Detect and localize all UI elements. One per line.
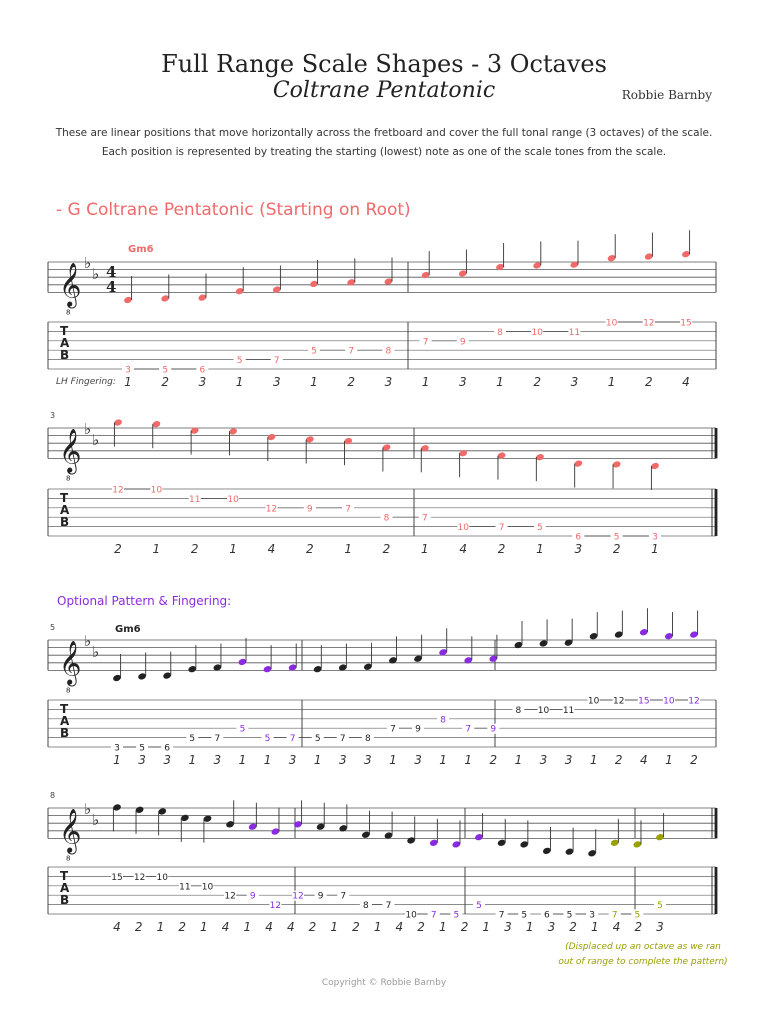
tab-fret-number: 9 bbox=[317, 891, 324, 902]
tab-fret-number: 11 bbox=[562, 705, 575, 716]
lh-finger-number: 1 bbox=[482, 920, 491, 934]
lh-fingering-label: LH Fingering: bbox=[56, 377, 116, 387]
tab-fret-number: 7 bbox=[421, 513, 428, 524]
system-4 bbox=[48, 791, 716, 934]
tab-fret-number: 5 bbox=[566, 910, 573, 921]
lh-finger-number: 2 bbox=[308, 920, 317, 934]
page-subtitle: Coltrane Pentatonic bbox=[272, 78, 496, 103]
tab-fret-number: 7 bbox=[422, 337, 429, 348]
lh-finger-number: 1 bbox=[238, 753, 247, 767]
tab-fret-number: 7 bbox=[498, 523, 505, 534]
tab-fret-number: 8 bbox=[515, 705, 522, 716]
tab-fret-number: 9 bbox=[415, 724, 421, 735]
lh-finger-number: 2 bbox=[190, 542, 199, 556]
tab-fret-number: 7 bbox=[273, 356, 280, 367]
lh-finger-number: 1 bbox=[310, 375, 318, 389]
tab-fret-number: 10 bbox=[201, 882, 214, 893]
flat-icon: ♭ bbox=[84, 420, 92, 438]
tab-fret-number: 7 bbox=[289, 734, 296, 745]
tab-fret-number: 12 bbox=[265, 504, 278, 515]
tab-fret-number: 12 bbox=[269, 901, 282, 912]
lh-finger-number: 1 bbox=[188, 753, 197, 767]
tab-fret-number: 5 bbox=[139, 743, 145, 754]
lh-finger-number: 3 bbox=[272, 375, 281, 389]
octave-mark: 8 bbox=[66, 308, 71, 317]
lh-finger-number: 1 bbox=[591, 920, 599, 934]
lh-finger-number: 1 bbox=[421, 542, 429, 556]
tab-fret-number: 8 bbox=[385, 346, 392, 357]
tab-fret-number: 5 bbox=[239, 724, 246, 735]
tab-fret-number: 9 bbox=[306, 504, 313, 515]
lh-finger-number: 1 bbox=[124, 375, 132, 389]
tab-fret-number: 8 bbox=[383, 513, 390, 524]
lh-finger-number: 2 bbox=[634, 920, 643, 934]
system-number: 8 bbox=[50, 791, 56, 800]
lh-finger-number: 1 bbox=[200, 920, 208, 934]
lh-finger-number: 1 bbox=[156, 920, 165, 934]
lh-finger-number: 1 bbox=[113, 753, 121, 767]
lh-finger-number: 1 bbox=[651, 542, 659, 556]
tab-fret-number: 9 bbox=[459, 337, 466, 348]
lh-finger-number: 1 bbox=[373, 920, 382, 934]
tab-fret-number: 5 bbox=[537, 523, 543, 534]
tab-fret-number: 10 bbox=[663, 696, 675, 707]
tab-fret-number: 11 bbox=[179, 882, 191, 893]
lh-finger-number: 4 bbox=[682, 375, 690, 389]
tab-label: B bbox=[60, 893, 70, 907]
system-number: 3 bbox=[50, 411, 56, 420]
author-name: Robbie Barnby bbox=[621, 88, 712, 102]
flat-icon: ♭ bbox=[84, 800, 92, 818]
section-title: - G Coltrane Pentatonic (Starting on Root) bbox=[56, 200, 411, 220]
tab-fret-number: 6 bbox=[544, 910, 550, 921]
lh-finger-number: 1 bbox=[421, 375, 430, 389]
tab-fret-number: 7 bbox=[390, 724, 396, 735]
lh-finger-number: 2 bbox=[178, 920, 186, 934]
lh-finger-number: 3 bbox=[384, 375, 393, 389]
tab-label: B bbox=[60, 726, 70, 740]
tab-fret-number: 5 bbox=[236, 356, 243, 367]
lh-finger-number: 2 bbox=[352, 920, 360, 934]
tab-fret-number: 10 bbox=[405, 910, 417, 921]
lh-finger-number: 1 bbox=[330, 920, 339, 934]
tab-fret-number: 7 bbox=[385, 901, 392, 912]
lh-finger-number: 1 bbox=[525, 920, 534, 934]
tab-fret-number: 7 bbox=[339, 734, 346, 745]
lh-finger-number: 3 bbox=[213, 753, 222, 767]
flat-icon: ♭ bbox=[92, 811, 100, 829]
lh-finger-number: 1 bbox=[665, 753, 673, 767]
lh-finger-number: 1 bbox=[389, 753, 397, 767]
lh-finger-number: 2 bbox=[347, 375, 356, 389]
tab-fret-number: 12 bbox=[643, 318, 655, 329]
lh-finger-number: 2 bbox=[305, 542, 314, 556]
note-line-2: out of range to complete the pattern) bbox=[558, 957, 728, 967]
octave-mark: 8 bbox=[66, 474, 71, 483]
tab-fret-number: 7 bbox=[340, 891, 347, 902]
tab-fret-number: 5 bbox=[314, 734, 321, 745]
tab-fret-number: 12 bbox=[688, 696, 700, 707]
tab-fret-number: 15 bbox=[680, 318, 692, 329]
optional-pattern-title: Optional Pattern & Fingering: bbox=[57, 594, 232, 608]
lh-finger-number: 1 bbox=[536, 542, 544, 556]
tab-label: B bbox=[60, 515, 70, 529]
lh-finger-number: 2 bbox=[497, 542, 506, 556]
treble-clef-icon: 𝄞 bbox=[59, 808, 82, 853]
lh-finger-number: 4 bbox=[459, 542, 468, 556]
time-signature-top: 4 bbox=[106, 263, 117, 281]
tab-fret-number: 5 bbox=[613, 532, 620, 543]
lh-finger-number: 3 bbox=[539, 753, 548, 767]
tab-fret-number: 5 bbox=[657, 901, 663, 912]
time-signature-bottom: 4 bbox=[106, 278, 117, 296]
tab-label: B bbox=[60, 348, 70, 362]
tab-fret-number: 5 bbox=[476, 901, 482, 912]
lh-finger-number: 3 bbox=[288, 753, 297, 767]
lh-finger-number: 4 bbox=[265, 920, 273, 934]
tab-fret-number: 7 bbox=[214, 734, 221, 745]
lh-finger-number: 3 bbox=[198, 375, 207, 389]
lh-finger-number: 4 bbox=[395, 920, 404, 934]
lh-finger-number: 2 bbox=[533, 375, 542, 389]
tab-fret-number: 5 bbox=[162, 365, 169, 376]
tab-fret-number: 15 bbox=[638, 696, 650, 707]
tab-label: A bbox=[60, 503, 70, 517]
tab-fret-number: 12 bbox=[613, 696, 625, 707]
lh-finger-number: 1 bbox=[438, 920, 447, 934]
flat-icon: ♭ bbox=[92, 265, 100, 283]
lh-finger-number: 4 bbox=[640, 753, 648, 767]
tab-fret-number: 9 bbox=[490, 724, 497, 735]
lh-finger-number: 3 bbox=[574, 542, 583, 556]
lh-finger-number: 3 bbox=[656, 920, 664, 934]
tab-fret-number: 7 bbox=[498, 910, 505, 921]
tab-fret-number: 3 bbox=[589, 910, 595, 921]
lh-finger-number: 1 bbox=[439, 753, 447, 767]
system-2 bbox=[48, 411, 716, 556]
system-number: 5 bbox=[50, 623, 56, 632]
system-1 bbox=[48, 230, 716, 389]
treble-clef-icon: 𝄞 bbox=[59, 640, 82, 685]
lh-finger-number: 2 bbox=[161, 375, 170, 389]
tab-label: A bbox=[60, 336, 70, 350]
tab-fret-number: 10 bbox=[605, 318, 618, 329]
lh-finger-number: 4 bbox=[612, 920, 621, 934]
lh-finger-number: 3 bbox=[138, 753, 146, 767]
lh-finger-number: 2 bbox=[382, 542, 391, 556]
tab-label: T bbox=[60, 491, 69, 505]
tab-label: T bbox=[60, 869, 69, 883]
tab-fret-number: 8 bbox=[440, 715, 446, 726]
lh-finger-number: 3 bbox=[458, 375, 467, 389]
tab-fret-number: 12 bbox=[224, 891, 236, 902]
tab-fret-number: 11 bbox=[568, 327, 581, 338]
tab-label: T bbox=[60, 702, 69, 716]
lh-finger-number: 3 bbox=[564, 753, 573, 767]
treble-clef-icon: 𝄞 bbox=[59, 428, 82, 473]
lh-finger-number: 3 bbox=[364, 753, 372, 767]
tab-fret-number: 7 bbox=[611, 910, 618, 921]
lh-finger-number: 1 bbox=[607, 375, 616, 389]
lh-finger-number: 1 bbox=[589, 753, 598, 767]
lh-finger-number: 1 bbox=[235, 375, 244, 389]
tab-fret-number: 12 bbox=[133, 872, 146, 883]
lh-finger-number: 2 bbox=[460, 920, 469, 934]
lh-finger-number: 1 bbox=[464, 753, 473, 767]
lh-finger-number: 1 bbox=[229, 542, 237, 556]
tab-fret-number: 5 bbox=[189, 734, 196, 745]
lh-finger-number: 1 bbox=[243, 920, 252, 934]
lh-finger-number: 3 bbox=[338, 753, 347, 767]
tab-fret-number: 5 bbox=[453, 910, 460, 921]
chord-symbol: Gm6 bbox=[128, 244, 154, 255]
tab-fret-number: 10 bbox=[587, 696, 600, 707]
system-3 bbox=[48, 608, 716, 767]
tab-fret-number: 15 bbox=[111, 872, 123, 883]
tab-fret-number: 12 bbox=[292, 891, 304, 902]
lh-finger-number: 2 bbox=[134, 920, 143, 934]
octave-mark: 8 bbox=[66, 854, 71, 863]
lh-finger-number: 3 bbox=[163, 753, 171, 767]
tab-fret-number: 7 bbox=[465, 724, 472, 735]
tab-fret-number: 5 bbox=[634, 910, 641, 921]
tab-fret-number: 8 bbox=[363, 901, 369, 912]
lh-finger-number: 2 bbox=[612, 542, 621, 556]
lh-finger-number: 2 bbox=[114, 542, 122, 556]
lh-finger-number: 4 bbox=[286, 920, 295, 934]
tab-fret-number: 10 bbox=[537, 705, 550, 716]
lh-finger-number: 1 bbox=[344, 542, 352, 556]
lh-finger-number: 2 bbox=[417, 920, 425, 934]
page-title: Full Range Scale Shapes - 3 Octaves bbox=[161, 50, 607, 78]
lh-finger-number: 2 bbox=[569, 920, 577, 934]
flat-icon: ♭ bbox=[84, 632, 92, 650]
chord-symbol: Gm6 bbox=[115, 624, 141, 635]
lh-finger-number: 3 bbox=[570, 375, 579, 389]
tab-fret-number: 7 bbox=[430, 910, 437, 921]
lh-finger-number: 2 bbox=[614, 753, 623, 767]
tab-fret-number: 3 bbox=[125, 365, 131, 376]
tab-fret-number: 3 bbox=[114, 743, 120, 754]
lh-finger-number: 1 bbox=[313, 753, 322, 767]
tab-fret-number: 3 bbox=[652, 532, 658, 543]
lh-finger-number: 3 bbox=[547, 920, 556, 934]
tab-fret-number: 10 bbox=[227, 494, 239, 505]
flat-icon: ♭ bbox=[92, 643, 100, 661]
lh-finger-number: 2 bbox=[644, 375, 653, 389]
lh-finger-number: 1 bbox=[263, 753, 272, 767]
lh-finger-number: 2 bbox=[489, 753, 498, 767]
tab-label: A bbox=[60, 714, 70, 728]
flat-icon: ♭ bbox=[84, 254, 92, 272]
copyright: Copyright © Robbie Barnby bbox=[321, 978, 447, 988]
tab-fret-number: 12 bbox=[112, 485, 124, 496]
tab-label: T bbox=[60, 324, 69, 338]
intro-line-2: Each position is represented by treating the starting (lowest) note as one of the scale tones from the scale. bbox=[101, 146, 667, 158]
lh-finger-number: 3 bbox=[414, 753, 422, 767]
tab-fret-number: 6 bbox=[199, 365, 206, 376]
note-line-1: (Displaced up an octave as we ran bbox=[565, 942, 721, 952]
tab-fret-number: 5 bbox=[264, 734, 271, 745]
tab-fret-number: 5 bbox=[311, 346, 317, 357]
lh-finger-number: 4 bbox=[221, 920, 230, 934]
flat-icon: ♭ bbox=[92, 431, 100, 449]
tab-fret-number: 10 bbox=[156, 872, 168, 883]
tab-fret-number: 7 bbox=[345, 504, 352, 515]
tab-fret-number: 10 bbox=[150, 485, 163, 496]
tab-fret-number: 6 bbox=[164, 743, 171, 754]
tab-fret-number: 6 bbox=[575, 532, 582, 543]
tab-fret-number: 8 bbox=[497, 327, 503, 338]
tab-fret-number: 7 bbox=[348, 346, 355, 357]
tab-fret-number: 9 bbox=[249, 891, 256, 902]
lh-finger-number: 3 bbox=[504, 920, 512, 934]
tab-label: A bbox=[60, 881, 70, 895]
lh-finger-number: 1 bbox=[152, 542, 161, 556]
tab-fret-number: 10 bbox=[457, 523, 469, 534]
lh-finger-number: 4 bbox=[267, 542, 276, 556]
lh-finger-number: 1 bbox=[514, 753, 523, 767]
octave-mark: 8 bbox=[66, 686, 71, 695]
lh-finger-number: 1 bbox=[496, 375, 504, 389]
tab-fret-number: 10 bbox=[531, 327, 543, 338]
tab-fret-number: 11 bbox=[188, 494, 201, 505]
tab-fret-number: 5 bbox=[521, 910, 528, 921]
lh-finger-number: 2 bbox=[690, 753, 698, 767]
tab-fret-number: 8 bbox=[365, 734, 371, 745]
intro-line-1: These are linear positions that move horizontally across the fretboard and cover the full tonal range (3 octaves) of the scale. bbox=[55, 127, 713, 139]
lh-finger-number: 4 bbox=[113, 920, 121, 934]
treble-clef-icon: 𝄞 bbox=[59, 262, 82, 307]
